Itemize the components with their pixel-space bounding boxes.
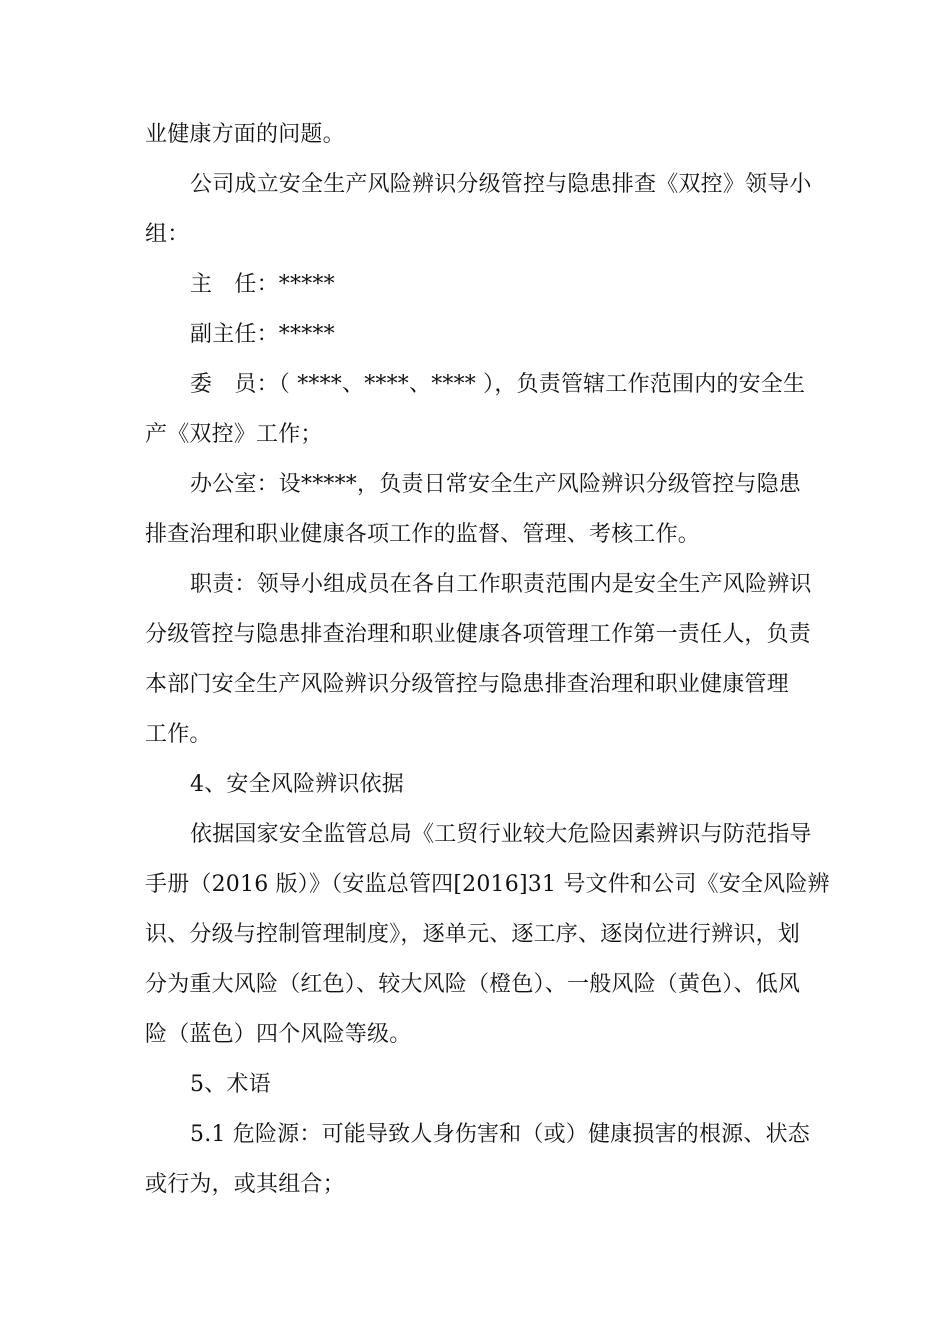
text-line: 依据国家安全监管总局《工贸行业较大危险因素辨识与防范指导: [190, 822, 812, 847]
text-line: 业健康方面的问题。: [145, 122, 345, 147]
text-line: 分级管控与隐患排查治理和职业健康各项管理工作第一责任人，负责: [145, 622, 812, 647]
paragraph-basis: [145, 810, 830, 1060]
text-line: 工作。: [145, 722, 212, 747]
text-line: 分为重大风险（红色）、较大风险（橙色）、一般风险（黄色）、低风: [145, 972, 801, 997]
text-line: 本部门安全生产风险辨识分级管控与隐患排查治理和职业健康管理: [145, 672, 789, 697]
text-line: 险（蓝色）四个风险等级。: [145, 1022, 412, 1047]
text-line: 职责：领导小组成员在各自工作职责范围内是安全生产风险辨识: [190, 572, 812, 597]
section-heading-4: [145, 760, 810, 810]
text-line: 5、术语: [190, 1072, 271, 1097]
text-line: 办公室：设*****，负责日常安全生产风险辨识分级管控与隐患: [190, 472, 802, 497]
paragraph-deputy-director: [145, 310, 810, 360]
text-line: 排查治理和职业健康各项工作的监督、管理、考核工作。: [145, 522, 701, 547]
paragraph-leading-group: [145, 160, 810, 260]
text-line: 公司成立安全生产风险辨识分级管控与隐患排查《双控》领导小: [190, 172, 812, 197]
text-line: 主 任：*****: [190, 272, 335, 297]
text-line: 识、分级与控制管理制度》，逐单元、逐工序、逐岗位进行辨识，划: [145, 922, 801, 947]
paragraph-intro-tail: [145, 110, 810, 160]
text-line: 或行为，或其组合；: [145, 1172, 345, 1197]
text-line: 手册（2016 版）》（安监总管四[2016]31 号文件和公司《安全风险辨: [145, 872, 830, 897]
text-line: 4、安全风险辨识依据: [190, 772, 404, 797]
paragraph-director: [145, 260, 810, 310]
paragraph-members: [145, 360, 810, 460]
text-line: 产《双控》工作；: [145, 422, 323, 447]
paragraph-definition-hazard: [145, 1110, 810, 1210]
paragraph-office: [145, 460, 810, 560]
text-line: 副主任：*****: [190, 322, 335, 347]
section-heading-5: [145, 1060, 810, 1110]
text-line: 5.1 危险源：可能导致人身伤害和（或）健康损害的根源、状态: [190, 1122, 810, 1147]
text-line: 组：: [145, 222, 190, 247]
paragraph-duties: [145, 560, 810, 760]
text-line: 委 员：（ ****、****、**** ），负责管辖工作范围内的安全生: [190, 372, 806, 397]
